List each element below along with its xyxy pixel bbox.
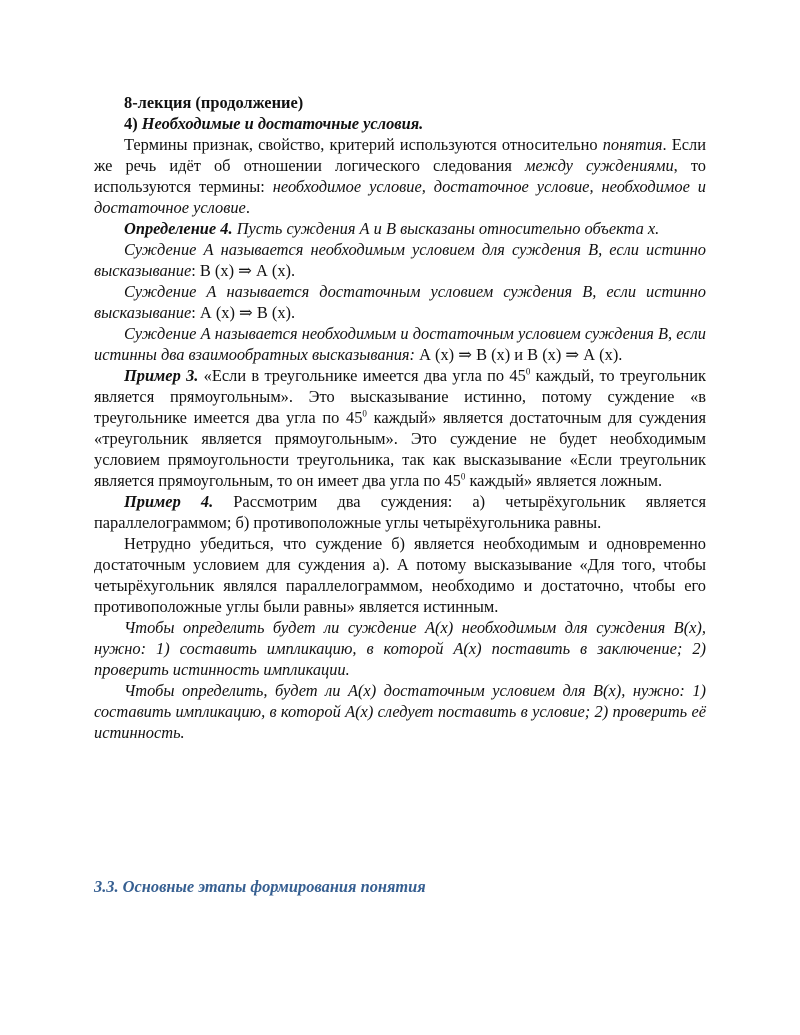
both-text: Суждение А называется необходимым и достаточным условием суждения В, если истинны два взаимообратных высказывания: <box>94 324 706 364</box>
necessary-text: Суждение А называется необходимым условием для суждения В, если истинно высказывание <box>94 240 706 280</box>
example-3-text-3: каждый» является достаточным для суждения «треугольник является прямоугольным». Это суждение не будет необходимым условием прямоугольности треугольника, так как высказывание «Если треугольник является прямоугольным, то он имеет два угла по 45 <box>94 408 706 490</box>
necessary-sufficient-paragraph <box>94 323 706 365</box>
rule-necessary-paragraph: Чтобы определить будет ли суждение А(х) необходимым для суждения В(х), нужно: 1) составить импликацию, в которой А(х) поставить в заключение; 2) проверить истинность импликации. <box>94 618 706 679</box>
intro-text-2: . Если же речь идёт об отношении логического следования <box>94 135 707 175</box>
intro-term-judgments: между суждениями <box>525 156 674 175</box>
intro-text-4: . <box>245 198 250 217</box>
definition-paragraph <box>94 218 706 239</box>
example-3-text-4: каждый» является ложным. <box>465 471 663 490</box>
topic-heading <box>94 113 706 134</box>
example-4-text: Рассмотрим два суждения: а) четырёхугольник является параллелограммом; б) противоположные углы четырёхугольника равны. <box>94 492 707 532</box>
document-body <box>94 92 706 743</box>
intro-paragraph <box>94 134 706 218</box>
intro-text-3: , то используются термины: <box>94 156 706 196</box>
example-4-paragraph <box>94 491 706 533</box>
definition-label: Определение 4. <box>124 219 233 238</box>
degree-superscript: 0 <box>525 366 531 377</box>
intro-terms-conditions: необходимое условие, достаточное условие, необходимое и достаточное условие <box>94 177 707 217</box>
section-heading: 3.3. Основные этапы формирования понятия <box>94 877 426 896</box>
necessary-formula: : В (х) ⇒ А (х). <box>191 261 296 280</box>
intro-text-1: Термины признак, свойство, критерий используются относительно <box>124 135 603 154</box>
example-3-text-1: «Если в треугольнике имеется два угла по 45 <box>198 366 526 385</box>
sufficient-condition-paragraph <box>94 281 706 323</box>
example-3-label: Пример 3. <box>124 366 199 385</box>
example-3-paragraph <box>94 365 706 491</box>
intro-term-concept: понятия <box>602 135 663 154</box>
sufficient-text: Суждение А называется достаточным условием суждения В, если истинно высказывание <box>94 282 706 322</box>
degree-superscript: 0 <box>460 471 466 482</box>
definition-text: Пусть суждения А и В высказаны относительно объекта х. <box>232 219 660 238</box>
rule-sufficient-paragraph: Чтобы определить, будет ли А(х) достаточным условием для В(х), нужно: 1) составить импликацию, в которой А(х) следует поставить в условие; 2) проверить её истинность. <box>94 681 706 742</box>
topic-title: Необходимые и достаточные условия. <box>141 114 424 133</box>
topic-number: 4) <box>124 114 138 133</box>
necessary-condition-paragraph <box>94 239 706 281</box>
both-formula: А (х) ⇒ В (х) и В (х) ⇒ А (х). <box>415 345 623 364</box>
lecture-title: 8-лекция (продолжение) <box>124 93 304 112</box>
degree-superscript: 0 <box>362 408 367 419</box>
conclusion-paragraph: Нетрудно убедиться, что суждение б) является необходимым и одновременно достаточным условием для суждения а). А потому высказывание «Для того, чтобы четырёхугольник являлся параллелограммом, необходимо и достаточно, чтобы его противоположные углы были равны» является истинным. <box>94 534 706 616</box>
example-4-label: Пример 4. <box>124 492 214 511</box>
sufficient-formula: : А (х) ⇒ В (х). <box>191 303 296 322</box>
example-3-text-2: каждый, то треугольник является прямоугольным». Это высказывание истинно, потому суждение «в треугольнике имеется два угла по 45 <box>94 366 706 427</box>
